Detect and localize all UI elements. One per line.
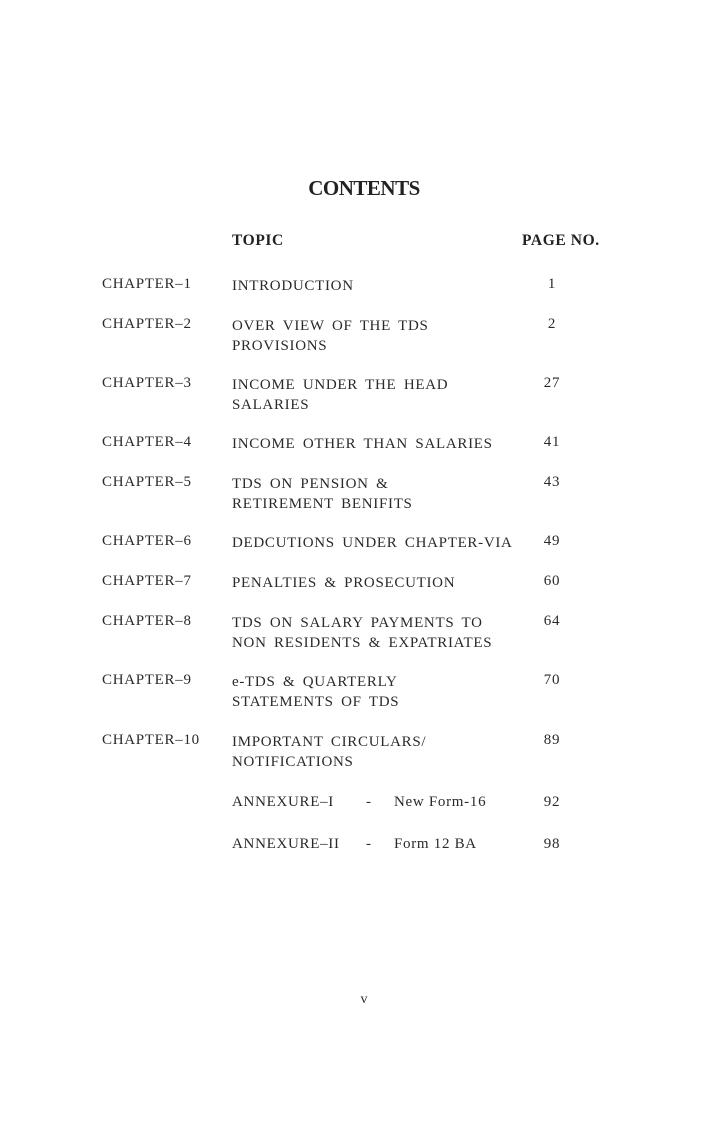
page-number: 92 (543, 794, 561, 810)
page-number: 41 (543, 434, 561, 450)
chapter-label: CHAPTER–2 (102, 316, 192, 332)
toc-row (0, 434, 728, 474)
page-number: 70 (543, 672, 561, 688)
toc-row (0, 276, 728, 316)
topic-text: IMPORTANT CIRCULARS/ NOTIFICATIONS (232, 734, 427, 770)
page-number: 27 (543, 375, 561, 391)
page-number: 89 (543, 732, 561, 748)
page-number: 1 (547, 276, 557, 292)
topic-text: TDS ON SALARY PAYMENTS TO NON RESIDENTS & EXPATRIATES (232, 615, 493, 651)
annexure-label: ANNEXURE–II (232, 836, 340, 852)
topic-header: TOPIC (232, 232, 284, 249)
toc-row (0, 672, 728, 712)
topic-text: OVER VIEW OF THE TDS PROVISIONS (232, 318, 429, 354)
chapter-label: CHAPTER–1 (102, 276, 192, 292)
page-number: 98 (543, 836, 561, 852)
chapter-label: CHAPTER–6 (102, 533, 192, 549)
toc-row (0, 613, 728, 653)
annexure-label: ANNEXURE–I (232, 794, 334, 810)
chapter-label: CHAPTER–5 (102, 474, 192, 490)
page-title: CONTENTS (308, 176, 420, 200)
chapter-label: CHAPTER–7 (102, 573, 192, 589)
annexure-row (0, 794, 728, 834)
page-number: 2 (547, 316, 557, 332)
chapter-label: CHAPTER–9 (102, 672, 192, 688)
toc-row (0, 573, 728, 613)
chapter-label: CHAPTER–8 (102, 613, 192, 629)
topic-text: INCOME OTHER THAN SALARIES (232, 436, 493, 452)
chapter-label: CHAPTER–10 (102, 732, 200, 748)
annexure-dash: - (366, 836, 372, 852)
page-footer-number: v (360, 992, 368, 1007)
annexure-row (0, 836, 728, 876)
annexure-description: New Form-16 (394, 794, 487, 810)
toc-row (0, 375, 728, 415)
topic-text: INTRODUCTION (232, 278, 354, 294)
toc-row (0, 474, 728, 514)
chapter-label: CHAPTER–4 (102, 434, 192, 450)
toc-row (0, 316, 728, 356)
annexure-description: Form 12 BA (394, 836, 477, 852)
page-number: 49 (543, 533, 561, 549)
page-number: 60 (543, 573, 561, 589)
page-number: 64 (543, 613, 561, 629)
topic-text: PENALTIES & PROSECUTION (232, 575, 456, 591)
chapter-label: CHAPTER–3 (102, 375, 192, 391)
annexure-dash: - (366, 794, 372, 810)
page-number: 43 (543, 474, 561, 490)
page-no-header: PAGE NO. (522, 232, 600, 249)
topic-text: INCOME UNDER THE HEAD SALARIES (232, 377, 449, 413)
toc-row (0, 732, 728, 772)
topic-text: TDS ON PENSION & RETIREMENT BENIFITS (232, 476, 413, 512)
topic-text: e-TDS & QUARTERLY STATEMENTS OF TDS (232, 674, 400, 710)
toc-row (0, 533, 728, 573)
topic-text: DEDCUTIONS UNDER CHAPTER-VIA (232, 535, 513, 551)
